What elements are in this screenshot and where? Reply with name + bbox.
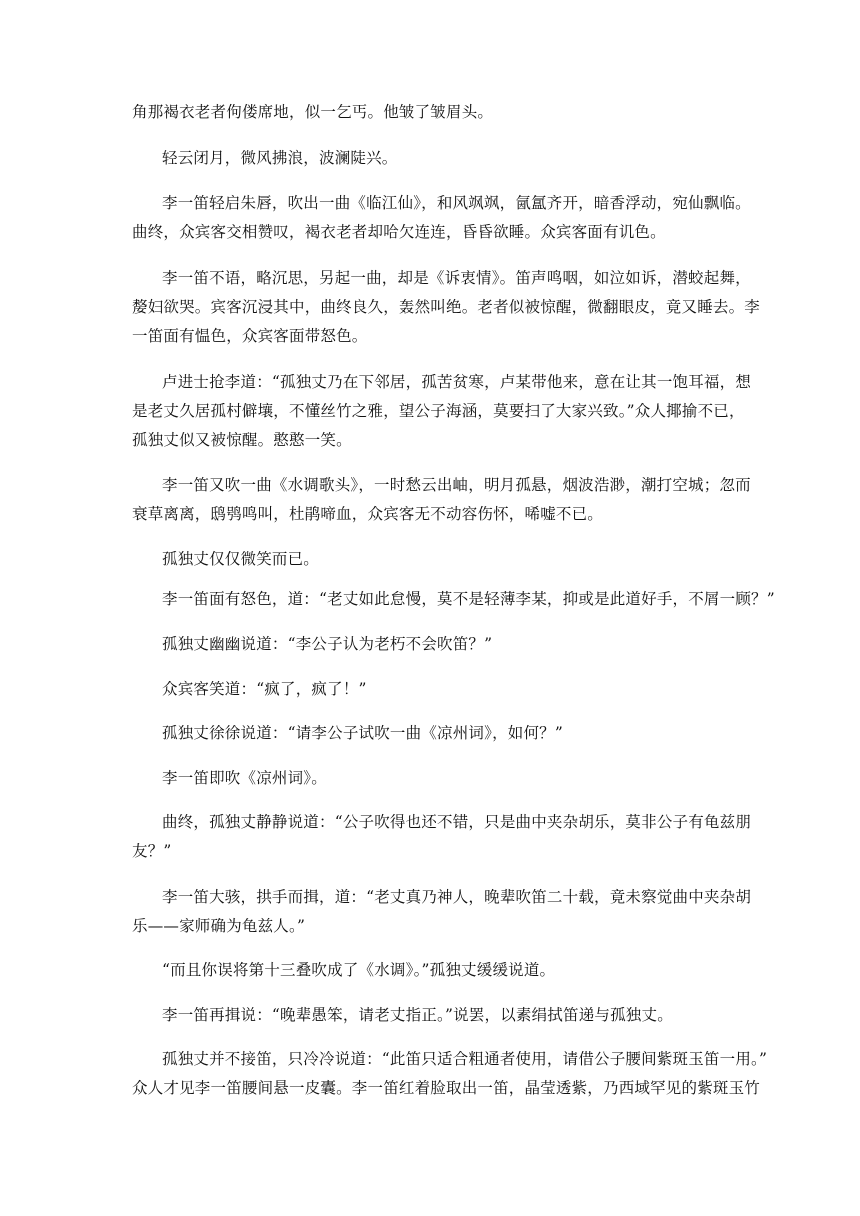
paragraph [132,1001,762,1030]
paragraph [132,956,762,985]
paragraph [132,144,762,173]
paragraph [132,98,732,127]
text-line: 李一笛轻启朱唇，吹出一曲《临江仙》，和风飒飒，氤氲齐开，暗香浮动，宛仙飘临。 [162,194,751,212]
paragraph [132,264,761,351]
text-line: 孤独丈似又被惊醒。憨憨一笑。 [132,431,352,449]
text-line: 角那褐衣老者佝偻席地，似一乞丐。他皱了皱眉头。 [132,103,494,121]
paragraph [132,585,775,614]
text-line: 友？” [132,842,172,860]
paragraph [132,1045,768,1103]
text-line: 孤独丈徐徐说道：“请李公子试吹一曲《凉州词》，如何？” [162,724,563,742]
text-line: 李一笛面有怒色，道：“老丈如此怠慢，莫不是轻薄李某，抑或是此道好手，不屑一顾？” [162,590,775,608]
paragraph [132,808,752,866]
text-line: 孤独丈并不接笛，只冷冷说道：“此笛只适合粗通者使用，请借公子腰间紫斑玉笛一用。” [162,1050,768,1068]
text-line: 众宾客笑道：“疯了，疯了！” [162,680,367,698]
text-line: 轻云闭月，微风拂浪，波澜陡兴。 [162,149,398,167]
text-line: 是老丈久居孤村僻壤，不懂丝竹之雅，望公子海涵，莫要扫了大家兴致。”众人揶揄不已， [132,402,745,420]
text-line: 李一笛不语，略沉思，另起一曲，却是《诉衷情》。笛声鸣咽，如泣如诉，潜蛟起舞， [162,269,751,287]
paragraph [132,719,762,748]
paragraph [132,545,762,574]
paragraph [132,471,751,529]
paragraph [132,764,762,793]
text-line: 衰草离离，鸱鸮鸣叫，杜鹃啼血，众宾客无不动容伤怀，唏嘘不已。 [132,505,604,523]
paragraph [132,675,762,704]
paragraph [132,630,762,659]
text-line: 李一笛大骇，拱手而揖，道：“老丈真乃神人，晚辈吹笛二十载，竟未察觉曲中夹杂胡 [162,888,752,906]
text-line: 乐——家师确为龟兹人。” [132,917,306,935]
text-line: 李一笛又吹一曲《水调歌头》，一时愁云出岫，明月孤悬，烟波浩渺，潮打空城；忽而 [162,476,751,494]
paragraph [132,189,751,247]
text-line: 李一笛再揖说：“晚辈愚笨，请老丈指正。”说罢，以素绢拭笛递与孤独丈。 [162,1006,673,1024]
text-line: 众人才见李一笛腰间悬一皮囊。李一笛红着脸取出一笛，晶莹透紫，乃西域罕见的紫斑玉竹 [132,1079,761,1097]
text-line: 曲终，孤独丈静静说道：“公子吹得也还不错，只是曲中夹杂胡乐，莫非公子有龟兹朋 [162,813,752,831]
text-line: 卢进士抢李道：“孤独丈乃在下邻居，孤苦贫寒，卢某带他来，意在让其一饱耳福，想 [162,373,752,391]
text-line: 李一笛即吹《凉州词》。 [162,769,327,787]
text-line: 曲终，众宾客交相赞叹，褐衣老者却哈欠连连，昏昏欲睡。众宾客面有讥色。 [132,223,666,241]
text-line: “而且你误将第十三叠吹成了《水调》。”孤独丈缓缓说道。 [162,961,556,979]
paragraph [132,883,752,941]
paragraph [132,368,752,455]
text-line: 孤独丈幽幽说道：“李公子认为老朽不会吹笛？” [162,635,493,653]
text-line: 孤独丈仅仅微笑而已。 [162,550,320,568]
text-line: 嫠妇欲哭。宾客沉浸其中，曲终良久，轰然叫绝。老者似被惊醒，微翻眼皮，竟又睡去。李 [132,298,761,316]
text-line: 一笛面有愠色，众宾客面带怒色。 [132,327,368,345]
